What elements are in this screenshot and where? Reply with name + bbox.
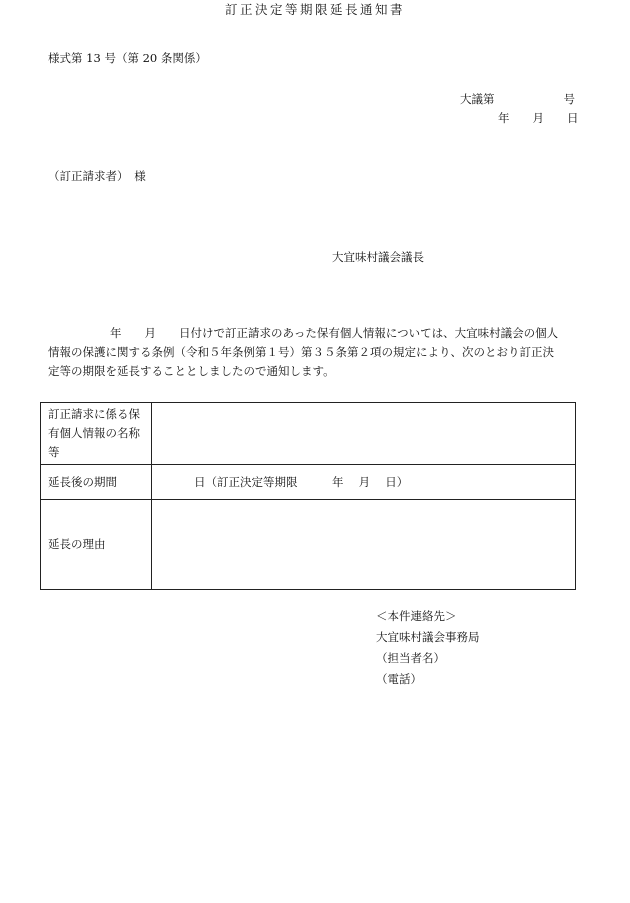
document-number: 大議第 号 — [460, 92, 575, 106]
table-row — [41, 465, 576, 500]
info-table — [40, 402, 576, 590]
body-line: 年 月 日付けで訂正請求のあった保有個人情報については、大宜味村議会の個人 — [110, 326, 559, 340]
document-date: 年 月 日 — [498, 111, 579, 125]
extended-period-text: 日（訂正決定等期限 年 月 日） — [194, 474, 409, 489]
info-name-label: 訂正請求に係る保有個人情報の名称等 — [41, 403, 152, 465]
extended-period-value — [152, 465, 576, 500]
info-name-value — [152, 403, 576, 465]
extended-period-label: 延長後の期間 — [41, 465, 152, 500]
table-row — [41, 500, 576, 590]
form-number: 様式第 13 号（第 20 条関係） — [48, 51, 207, 65]
extension-reason-value — [152, 500, 576, 590]
document-title: 訂正決定等期限延長通知書 — [224, 2, 405, 17]
contact-office: 大宜味村議会事務局 — [376, 630, 480, 644]
body-line: 情報の保護に関する条例（令和５年条例第１号）第３５条第２項の規定により、次のとおり訂正決 — [48, 345, 554, 359]
contact-heading: ＜本件連絡先＞ — [376, 609, 457, 623]
addressee: （訂正請求者） 様 — [48, 169, 146, 183]
contact-block — [376, 606, 480, 690]
body-paragraph — [48, 324, 588, 381]
contact-person: （担当者名） — [376, 651, 445, 665]
body-line: 定等の期限を延長することとしましたので通知します。 — [48, 364, 335, 378]
contact-phone: （電話） — [376, 672, 422, 686]
sender: 大宜味村議会議長 — [332, 250, 424, 264]
extension-reason-label: 延長の理由 — [41, 500, 152, 590]
table-row — [41, 403, 576, 465]
